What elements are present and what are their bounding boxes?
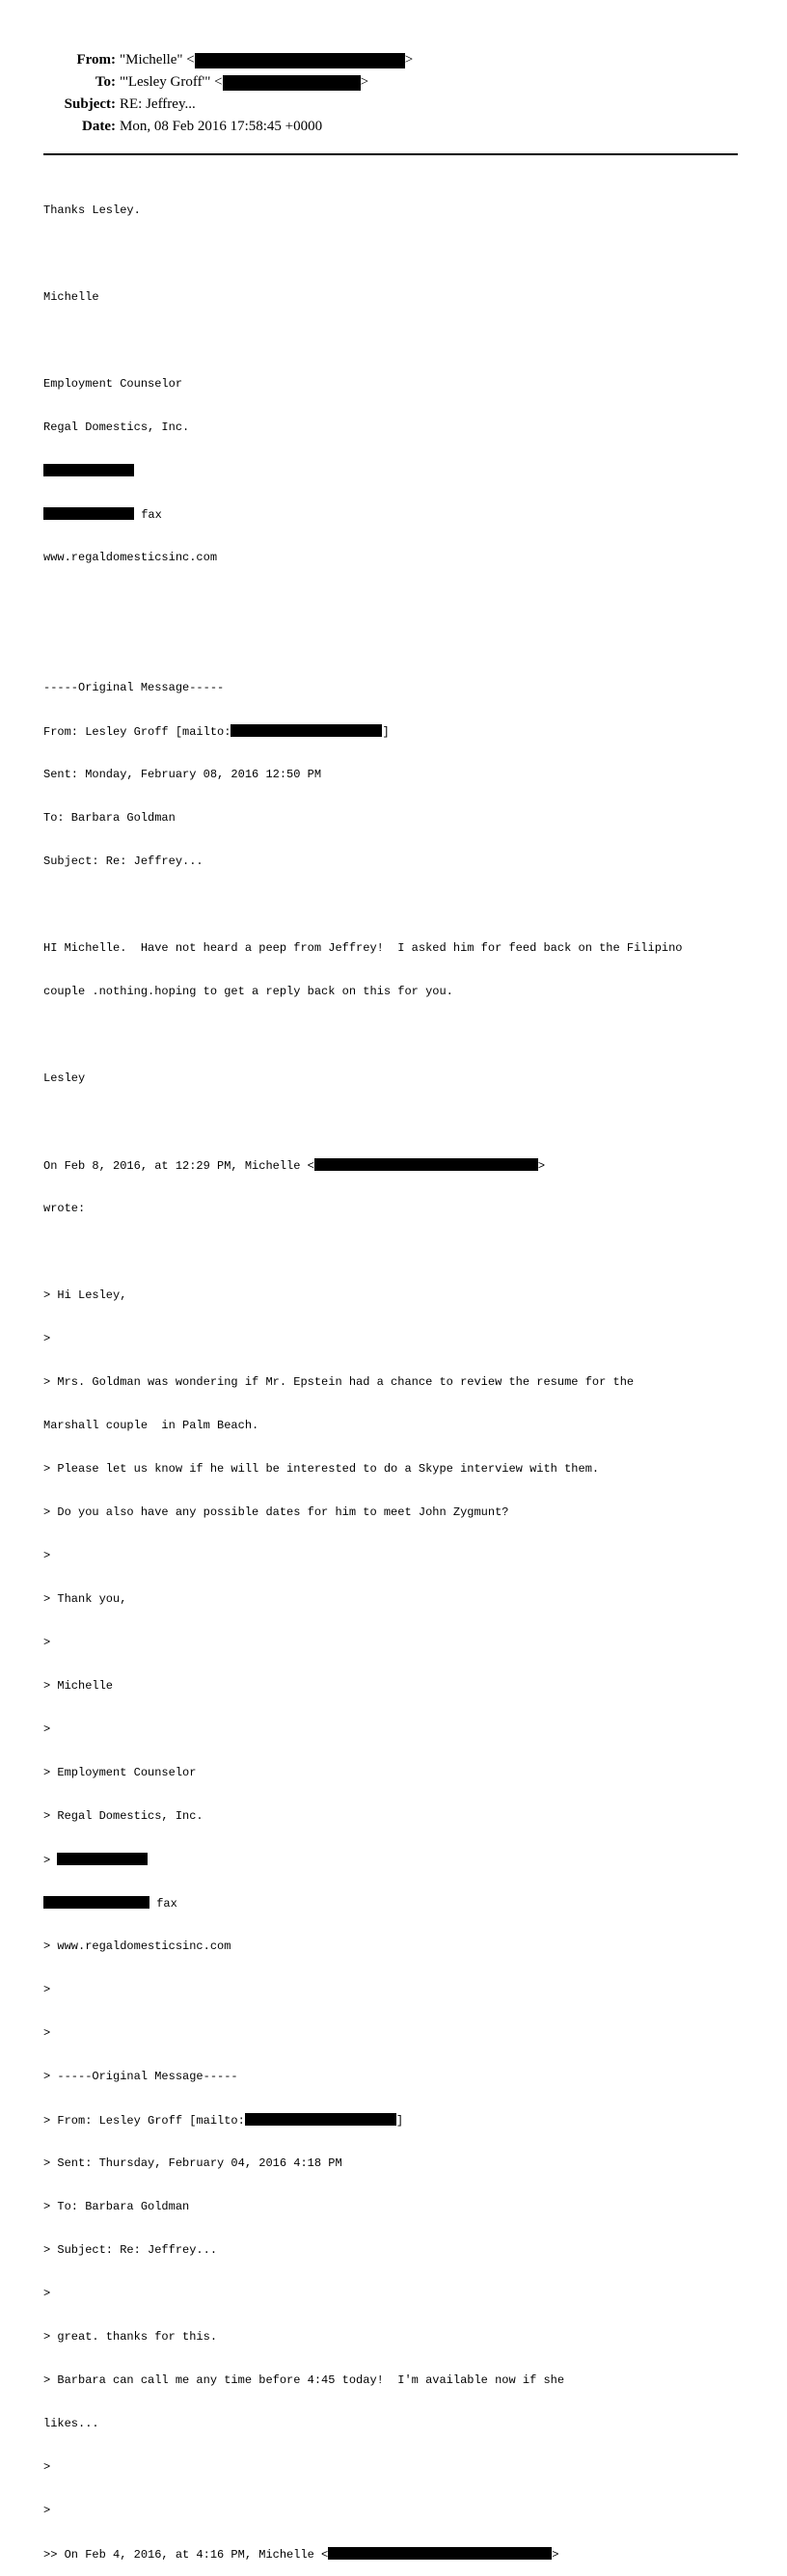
reply-line-head: >> On Feb 4, 2016, at 4:16 PM, Michelle < <box>43 2548 329 2562</box>
reply-line-tail: > <box>552 2548 559 2562</box>
body-line <box>43 464 752 478</box>
redacted-fax <box>43 1896 149 1909</box>
redacted-email <box>195 53 405 68</box>
body-line: > <box>43 1549 51 1562</box>
quote-marker: > <box>43 1854 58 1867</box>
body-line: > <box>43 1722 51 1736</box>
date-row <box>0 117 787 136</box>
to-tail: > <box>360 74 369 90</box>
subject-row <box>0 95 787 114</box>
redacted-email <box>231 724 382 737</box>
body-line: > www.regaldomesticsinc.com <box>43 1939 231 1953</box>
body-line: Marshall couple in Palm Beach. <box>43 1419 259 1432</box>
body-line: > Hi Lesley, <box>43 1288 127 1302</box>
body-line <box>43 2113 752 2128</box>
body-line: > <box>43 2026 51 2040</box>
from-label: From: <box>76 52 116 68</box>
body-line: > Regal Domestics, Inc. <box>43 1809 204 1823</box>
from-line-tail: ] <box>382 725 390 739</box>
body-line: > <box>43 1332 51 1345</box>
fax-label: fax <box>134 508 162 522</box>
body-line: > Barbara can call me any time before 4:45 today! I'm available now if she <box>43 2373 565 2387</box>
body-line: likes... <box>43 2417 99 2430</box>
to-value <box>120 72 368 92</box>
redacted-email <box>223 75 361 91</box>
fax-label: fax <box>149 1897 177 1911</box>
blank-line <box>43 247 752 261</box>
redacted-email <box>245 2113 396 2126</box>
redacted-email <box>328 2547 552 2560</box>
body-line: > To: Barbara Goldman <box>43 2200 190 2213</box>
body-line <box>43 1158 752 1173</box>
body-line: To: Barbara Goldman <box>43 811 176 825</box>
redacted-email <box>314 1158 538 1171</box>
body-line: > <box>43 2287 51 2300</box>
body-line: Michelle <box>43 290 99 304</box>
body-line: Sent: Monday, February 08, 2016 12:50 PM <box>43 768 322 781</box>
to-name: "'Lesley Groff'" < <box>120 74 223 90</box>
from-line-head: From: Lesley Groff [mailto: <box>43 725 231 739</box>
from-value <box>120 50 413 69</box>
subject-label: Subject: <box>64 96 116 112</box>
body-line: > <box>43 1636 51 1649</box>
from-tail: > <box>404 52 414 68</box>
redacted-phone <box>57 1853 148 1865</box>
date-label: Date: <box>82 119 116 134</box>
body-line: www.regaldomesticsinc.com <box>43 551 218 564</box>
body-line <box>43 724 752 739</box>
body-line <box>43 507 752 522</box>
blank-line <box>43 1245 752 1260</box>
body-line: Employment Counselor <box>43 377 183 391</box>
body-line: > Please let us know if he will be interested to do a Skype interview with them. <box>43 1462 600 1476</box>
blank-line <box>43 334 752 348</box>
blank-line <box>43 637 752 652</box>
header-divider <box>43 153 738 155</box>
body-line: wrote: <box>43 1202 86 1215</box>
subject-value: RE: Jeffrey... <box>120 96 196 112</box>
body-line: > Employment Counselor <box>43 1766 197 1779</box>
body-line: > great. thanks for this. <box>43 2330 218 2344</box>
body-line: Lesley <box>43 1071 86 1085</box>
body-line: > Sent: Thursday, February 04, 2016 4:18 PM <box>43 2156 342 2170</box>
blank-line <box>43 1115 752 1129</box>
from-line-tail: ] <box>395 2114 404 2128</box>
body-line: couple .nothing.hoping to get a reply back on this for you. <box>43 985 453 998</box>
body-line: > <box>43 1983 51 1996</box>
reply-line-tail: > <box>537 1159 546 1173</box>
blank-line <box>43 898 752 912</box>
date-value: Mon, 08 Feb 2016 17:58:45 +0000 <box>120 119 323 134</box>
body-line: Thanks Lesley. <box>43 203 141 217</box>
body-line: > Mrs. Goldman was wondering if Mr. Epstein had a chance to review the resume for the <box>43 1375 635 1389</box>
blank-line <box>43 1028 752 1043</box>
reply-line-head: On Feb 8, 2016, at 12:29 PM, Michelle < <box>43 1159 314 1173</box>
body-line: -----Original Message----- <box>43 681 225 694</box>
to-row <box>0 72 787 92</box>
email-body <box>43 175 752 2576</box>
body-line: > Thank you, <box>43 1592 127 1606</box>
body-line: Regal Domestics, Inc. <box>43 420 190 434</box>
body-line: HI Michelle. Have not heard a peep from Jeffrey! I asked him for feed back on the Filipino <box>43 941 683 955</box>
body-line: > Subject: Re: Jeffrey... <box>43 2243 218 2257</box>
body-line <box>43 1896 752 1911</box>
body-line <box>43 2547 752 2562</box>
redacted-phone <box>43 464 134 476</box>
redacted-fax <box>43 507 134 520</box>
body-line: > Michelle <box>43 1679 114 1693</box>
from-name: "Michelle" < <box>120 52 195 68</box>
body-line: Subject: Re: Jeffrey... <box>43 854 204 868</box>
body-line: > Do you also have any possible dates for him to meet John Zygmunt? <box>43 1505 509 1519</box>
blank-line <box>43 594 752 609</box>
from-row <box>0 50 787 69</box>
to-label: To: <box>95 74 116 90</box>
body-line: > <box>43 2504 51 2517</box>
from-line-head: > From: Lesley Groff [mailto: <box>43 2114 245 2128</box>
body-line <box>43 1853 752 1867</box>
body-line: > -----Original Message----- <box>43 2070 238 2083</box>
body-line: > <box>43 2460 51 2474</box>
